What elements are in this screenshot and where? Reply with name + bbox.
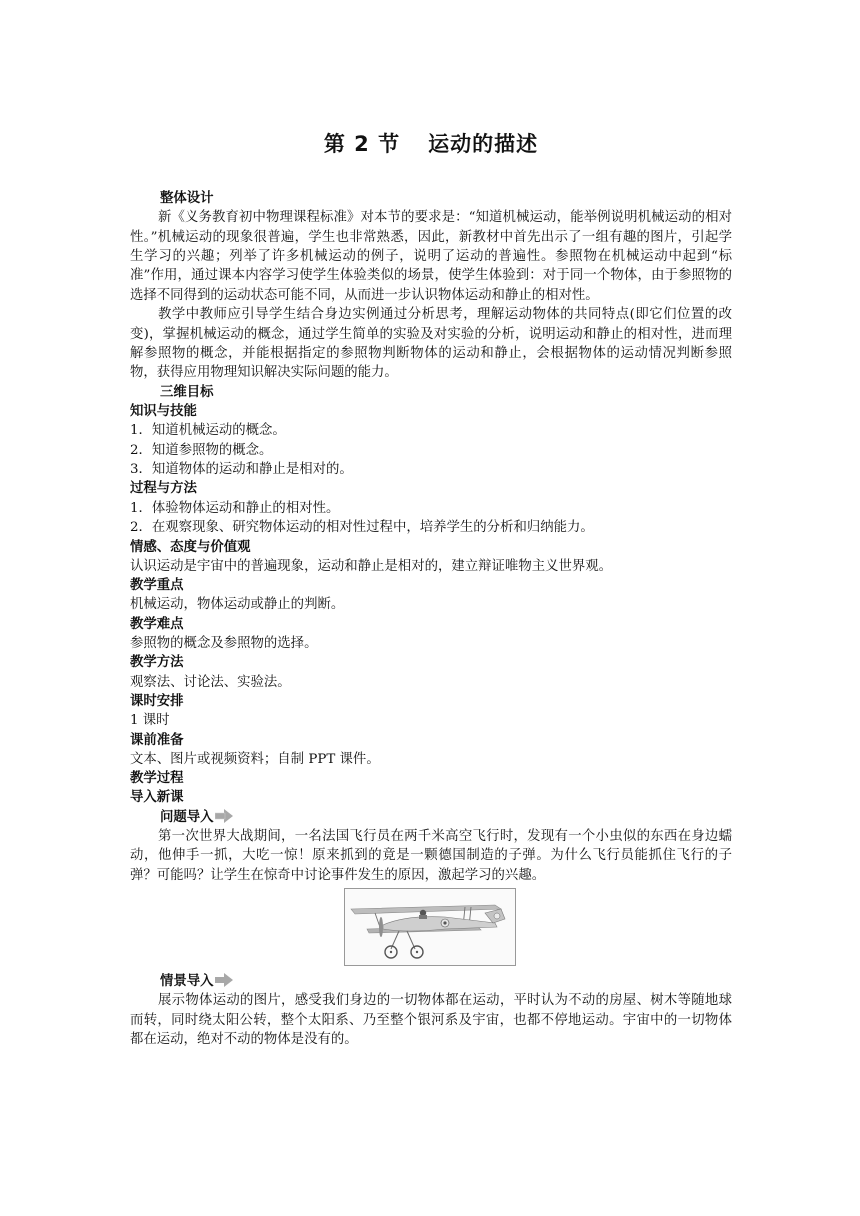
section-number: 第 2 节 (323, 132, 401, 156)
preparation-text: 文本、图片或视频资料；自制 PPT 课件。 (130, 751, 380, 767)
teaching-process-heading: 教学过程 (130, 771, 184, 787)
page-title (130, 128, 732, 158)
document-page (130, 128, 732, 1049)
scene-intro-text: 展示物体运动的图片，感受我们身边的一切物体都在运动，平时认为不动的房屋、树木等随地球而转，同时绕太阳公转，整个太阳系、乃至整个银河系及宇宙，也都不停地运动。宇宙中的一切物体都在运动，绝对不动的物体是没有的。 (130, 993, 732, 1047)
key-points-heading: 教学重点 (130, 578, 184, 594)
question-intro-label: 问题导入 (160, 809, 214, 825)
difficulties-text: 参照物的概念及参照物的选择。 (130, 635, 318, 651)
knowledge-item: 2．知道参照物的概念。 (130, 442, 273, 458)
schedule-text: 1 课时 (130, 713, 170, 729)
methods-heading: 教学方法 (130, 655, 184, 671)
process-method-heading: 过程与方法 (130, 481, 197, 497)
scene-intro-heading (160, 972, 732, 991)
intro-heading: 导入新课 (130, 790, 184, 806)
methods-text: 观察法、讨论法、实验法。 (130, 674, 291, 690)
design-heading: 整体设计 (160, 191, 214, 206)
knowledge-item: 3．知道物体的运动和静止是相对的。 (130, 462, 353, 478)
arrow-right-icon (215, 809, 233, 823)
question-intro-text: 第一次世界大战期间，一名法国飞行员在两千米高空飞行时，发现有一个小虫似的东西在身边蠕动，他伸手一抓，大吃一惊！原来抓到的竟是一颗德国制造的子弹。为什么飞行员能抓住飞行的子弹？可能吗？让学生在惊奇中讨论事件发生的原因，激起学习的兴趣。 (130, 828, 732, 883)
biplane-image (344, 888, 516, 966)
arrow-right-icon (215, 973, 233, 987)
emotion-heading: 情感、态度与价值观 (130, 539, 251, 555)
goals-heading: 三维目标 (160, 384, 214, 400)
knowledge-item: 1．知道机械运动的概念。 (130, 423, 286, 439)
schedule-heading: 课时安排 (130, 693, 184, 709)
process-item: 1．体验物体运动和静止的相对性。 (130, 500, 340, 516)
emotion-text: 认识运动是宇宙中的普遍现象，运动和静止是相对的，建立辩证唯物主义世界观。 (130, 558, 613, 574)
design-paragraph-1: 新《义务教育初中物理课程标准》对本节的要求是：“知道机械运动，能举例说明机械运动的相对性。”机械运动的现象很普遍，学生也非常熟悉，因此，新教材中首先出示了一组有趣的图片，引起学生学习的兴趣；列举了许多机械运动的例子，说明了运动的普遍性。参照物在机械运动中起到“标准”作用，通过课本内容学习使学生体验类似的场景，使学生体验到：对于同一个物体，由于参照物的选择不同得到的运动状态可能不同，从而进一步认识物体运动和静止的相对性。 (130, 210, 732, 303)
biplane-illustration (345, 889, 515, 965)
process-item: 2．在观察现象、研究物体运动的相对性过程中，培养学生的分析和归纳能力。 (130, 520, 594, 536)
knowledge-heading: 知识与技能 (130, 404, 197, 420)
key-points-text: 机械运动，物体运动或静止的判断。 (130, 597, 345, 613)
section-name: 运动的描述 (428, 132, 539, 156)
scene-intro-label: 情景导入 (160, 973, 214, 989)
difficulties-heading: 教学难点 (130, 616, 184, 632)
preparation-heading: 课前准备 (130, 732, 184, 748)
design-paragraph-2: 教学中教师应引导学生结合身边实例通过分析思考，理解运动物体的共同特点(即它们位置的改变)，掌握机械运动的概念，通过学生简单的实验及对实验的分析，说明运动和静止的相对性，进而理解参照物的概念，并能根据指定的参照物判断物体的运动和静止，会根据物体的运动情况判断参照物，获得应用物理知识解决实际问题的能力。 (130, 307, 732, 381)
question-intro-heading (160, 808, 732, 827)
